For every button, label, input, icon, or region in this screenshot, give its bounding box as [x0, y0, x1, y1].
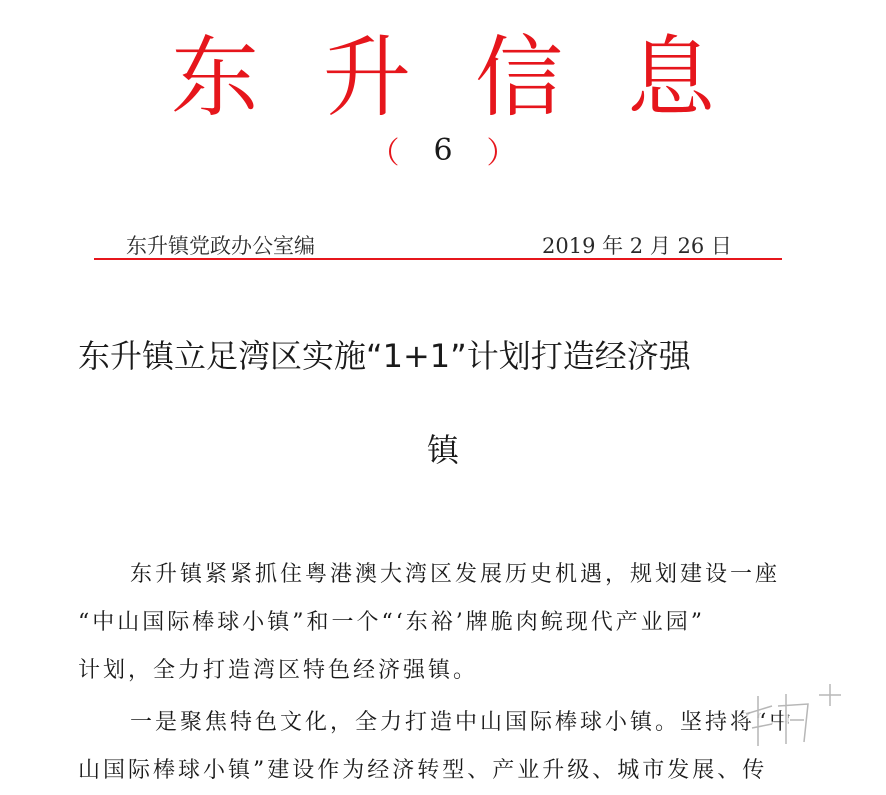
article-title: 东升镇立足湾区实施“1+1”计划打造经济强: [78, 337, 691, 375]
issue-number: [0, 128, 886, 172]
paragraph-line: 东升镇紧紧抓住粤港澳大湾区发展历史机遇，规划建设一座: [130, 562, 781, 587]
masthead-char: 信: [475, 26, 564, 129]
masthead-char: 东: [170, 26, 259, 129]
issue-number-value: 6: [433, 132, 453, 168]
watermark-logo-icon: [738, 676, 858, 756]
paragraph-2: [78, 699, 818, 795]
publish-date: 2019 年 2 月 26 日: [542, 234, 732, 258]
publication-meta: [94, 226, 780, 262]
masthead-char: 息: [627, 26, 716, 129]
masthead-char: 升: [322, 26, 411, 129]
article-title-continued: 镇: [426, 431, 459, 469]
issue-close-paren: ）: [486, 136, 517, 171]
paragraph-line: 一是聚焦特色文化，全力打造中山国际棒球小镇。坚持将“中: [130, 710, 795, 735]
masthead-title: [0, 26, 886, 130]
paragraph-line: 计划，全力打造湾区特色经济强镇。: [78, 658, 479, 683]
issue-open-paren: （: [369, 136, 400, 171]
editor-line: 东升镇党政办公室编: [126, 234, 315, 258]
paragraph-1: [78, 551, 818, 695]
paragraph-line: “中山国际棒球小镇”和一个“‘东裕’牌脆肉鲩现代产业园”: [78, 610, 705, 635]
header-divider: [94, 258, 782, 260]
paragraph-line: 山国际棒球小镇”建设作为经济转型、产业升级、城市发展、传: [78, 758, 768, 783]
